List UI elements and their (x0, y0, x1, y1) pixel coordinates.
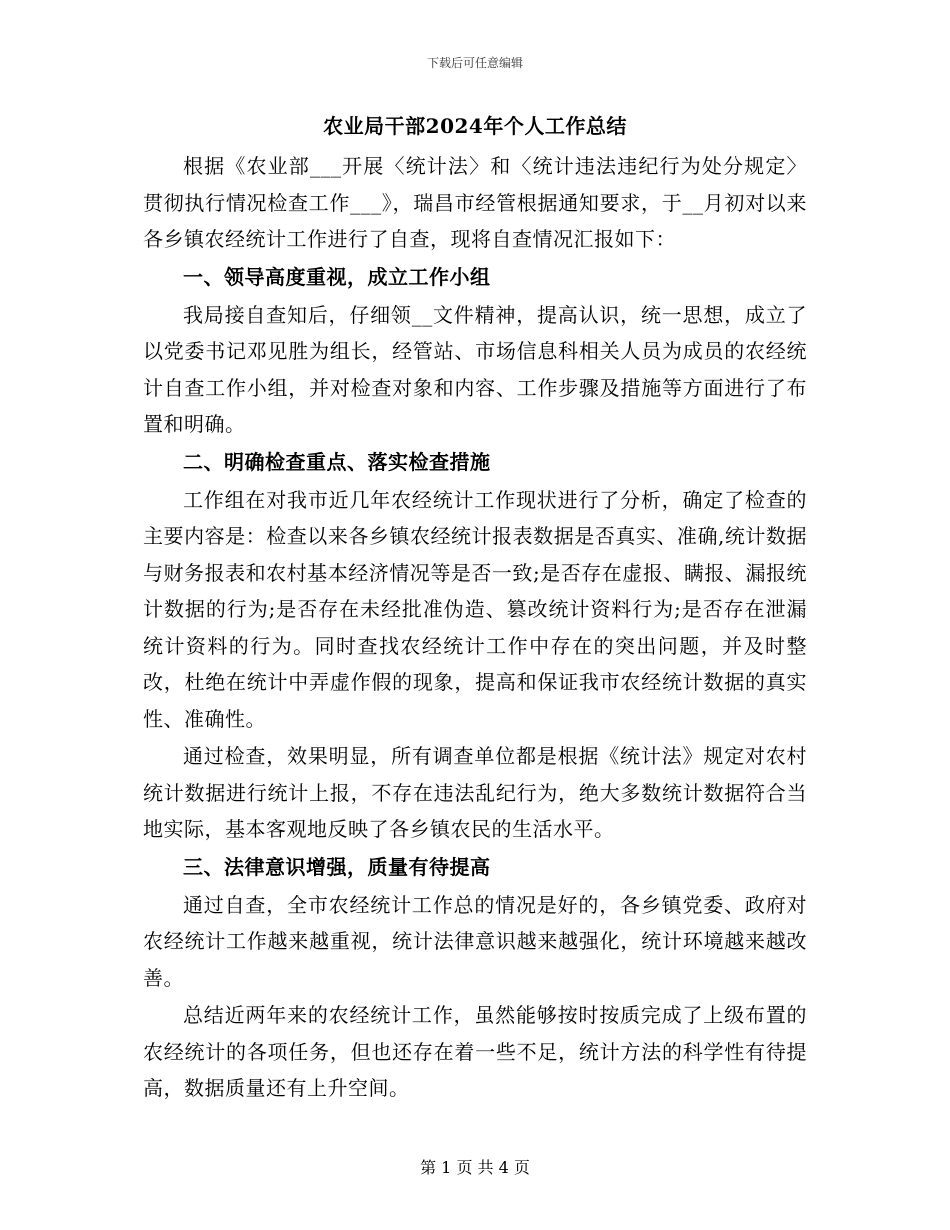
section-1-paragraph-1: 我局接自查知后，仔细领__文件精神，提高认识，统一思想，成立了以党委书记邓见胜为组长，经管站、市场信息科相关人员为成员的农经统计自查工作小组，并对检查对象和内容、工作步骤及措施等方面进行了布置和明确。 (143, 302, 807, 436)
section-2-heading: 二、明确检查重点、落实检查措施 (183, 449, 491, 474)
section-2-paragraph-2: 通过检查，效果明显，所有调查单位都是根据《统计法》规定对农村统计数据进行统计上报，不存在违法乱纪行为，绝大多数统计数据符合当地实际，基本客观地反映了各乡镇农民的生活水平。 (143, 744, 807, 841)
section-3-heading: 三、法律意识增强，质量有待提高 (183, 854, 491, 879)
header-note: 下载后可任意编辑 (426, 56, 523, 70)
intro-paragraph: 根据《农业部___开展〈统计法〉和〈统计违法违纪行为处分规定〉贯彻执行情况检查工作___》，瑞昌市经管根据通知要求，于__月初对以来各乡镇农经统计工作进行了自查，现将自查情况汇报如下： (143, 154, 807, 251)
document-title: 农业局干部2024年个人工作总结 (323, 114, 627, 138)
section-1-heading: 一、领导高度重视，成立工作小组 (183, 264, 491, 289)
section-3-paragraph-2: 总结近两年来的农经统计工作，虽然能够按时按质完成了上级布置的农经统计的各项任务，但也还存在着一些不足，统计方法的科学性有待提高，数据质量还有上升空间。 (143, 1003, 807, 1100)
document-body (143, 108, 807, 1108)
section-2-paragraph-1: 工作组在对我市近几年农经统计工作现状进行了分析，确定了检查的主要内容是：检查以来各乡镇农经统计报表数据是否真实、准确,统计数据与财务报表和农村基本经济情况等是否一致;是否存在虚报、瞒报、漏报统计数据的行为;是否存在未经批准伪造、篡改统计资料行为;是否存在泄漏统计资料的行为。同时查找农经统计工作中存在的突出问题，并及时整改，杜绝在统计中弄虚作假的现象，提高和保证我市农经统计数据的真实性、准确性。 (143, 487, 807, 731)
section-3-paragraph-1: 通过自查，全市农经统计工作总的情况是好的，各乡镇党委、政府对农经统计工作越来越重视，统计法律意识越来越强化，统计环境越来越改善。 (143, 892, 807, 990)
page-footer: 第 1 页 共 4 页 (420, 1158, 530, 1177)
